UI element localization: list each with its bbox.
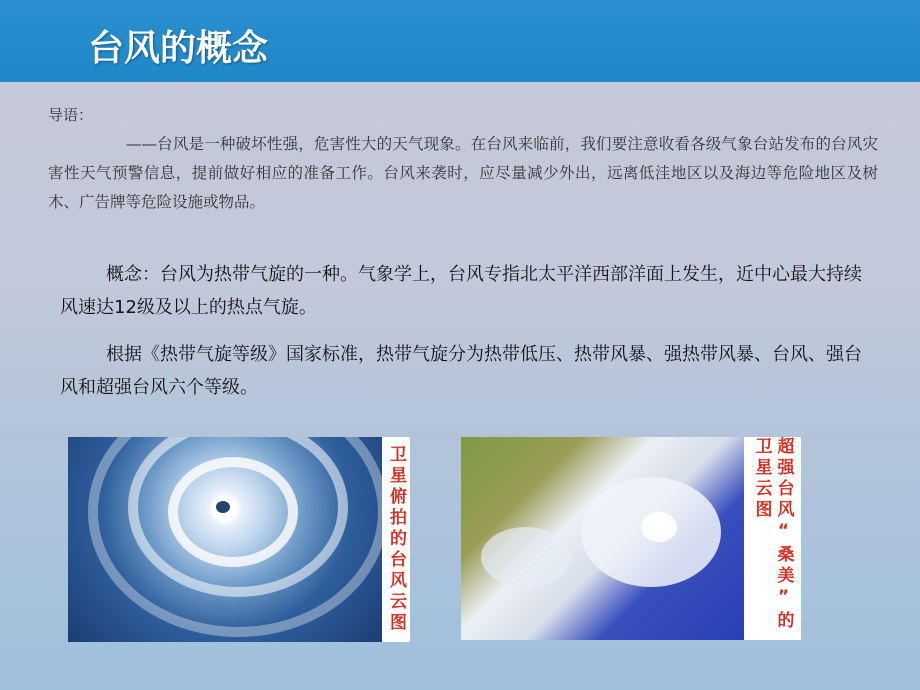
cloud-swirl — [168, 457, 298, 567]
typhoon-core — [641, 512, 677, 542]
cloud-mass — [481, 527, 571, 587]
intro-label: 导语： — [48, 106, 94, 124]
photo2-caption: 超强台风“桑美”的卫星云图 — [744, 437, 801, 640]
classification-paragraph: 根据《热带气旋等级》国家标准，热带气旋分为热带低压、热带风暴、强热带风暴、台风、强台风和超强台风六个等级。 — [60, 344, 862, 398]
page-title: 台风的概念 — [88, 28, 269, 69]
photo1-caption: 卫星俯拍的台风云图 — [382, 437, 410, 642]
concept-paragraph: 概念：台风为热带气旋的一种。气象学上，台风专指北太平洋西部洋面上发生，近中心最大持续风速达12级及以上的热点气旋。 — [60, 264, 862, 318]
saomai-satellite-image — [461, 437, 744, 640]
intro-paragraph: ——台风是一种破坏性强，危害性大的天气现象。在台风来临前，我们要注意收看各级气象台站发布的台风灾害性天气预警信息，提前做好相应的准备工作。台风来袭时，应尽量减少外出，远离低洼地区以及海边等危险地区及树木、广告牌等危险设施或物品。 — [48, 135, 878, 211]
title-bar — [0, 0, 920, 82]
typhoon-eye — [216, 501, 230, 513]
typhoon-satellite-photo — [68, 437, 382, 642]
